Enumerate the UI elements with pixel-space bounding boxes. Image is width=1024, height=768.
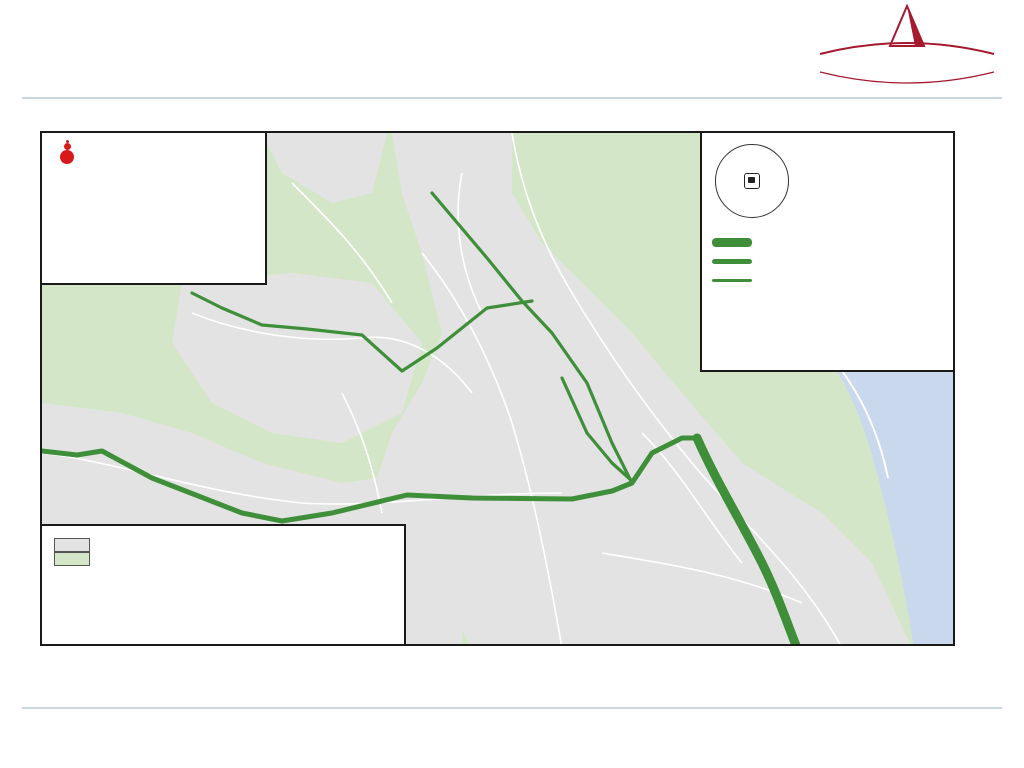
- legend-population-class-medium: [54, 143, 253, 150]
- map-panel: [40, 131, 955, 646]
- bauland-swatch: [54, 538, 90, 552]
- legend-landuse-bauland: [54, 538, 392, 552]
- legend-landuse-gruenland: [54, 552, 392, 566]
- line-15min-icon: [712, 259, 752, 264]
- gruenland-swatch: [54, 552, 90, 566]
- legend-freq-15: [712, 252, 945, 271]
- catchment-symbol: [715, 144, 789, 218]
- statistik-austria-logo: [812, 4, 1002, 90]
- legend-freq-30: [712, 271, 945, 290]
- legend-freq-10: [712, 233, 945, 252]
- legend-population-class-large: [54, 150, 253, 164]
- footer-divider: [22, 707, 1002, 709]
- bus-stop-icon: [744, 173, 760, 189]
- legend-landuse: [40, 524, 406, 646]
- dot-medium-icon: [64, 143, 71, 150]
- legend-population: [40, 131, 267, 285]
- line-30min-icon: [712, 279, 752, 282]
- legend-bus: [700, 131, 955, 372]
- header-divider: [22, 97, 1002, 99]
- line-10min-icon: [712, 238, 752, 247]
- dot-large-icon: [60, 150, 74, 164]
